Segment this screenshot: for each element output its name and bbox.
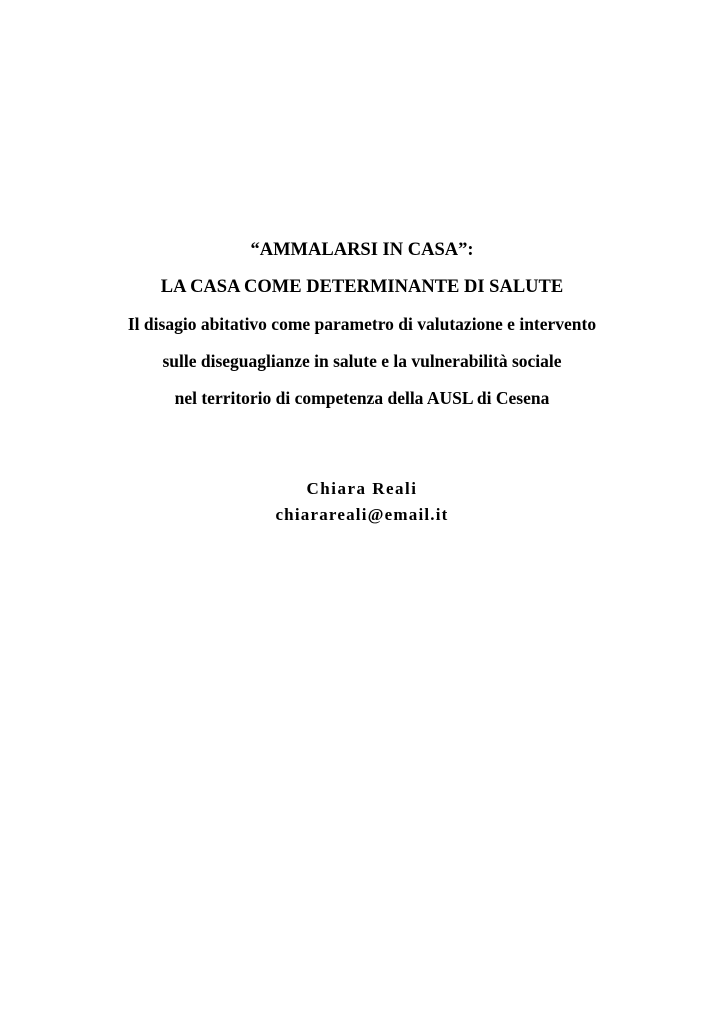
document-main-title: LA CASA COME DETERMINANTE DI SALUTE [160, 277, 564, 297]
author-block [0, 476, 724, 528]
author-name: Chiara Reali [306, 479, 418, 498]
document-subtitle-line-2: sulle diseguaglianze in salute e la vulnerabilità sociale [162, 351, 562, 371]
title-block [0, 232, 724, 417]
document-title: “AMMALARSI IN CASA”: [250, 240, 474, 260]
document-subtitle-line-3: nel territorio di competenza della AUSL di Cesena [174, 388, 550, 408]
document-subtitle-line-1: Il disagio abitativo come parametro di valutazione e intervento [127, 314, 597, 334]
author-email: chiarareali@email.it [275, 505, 449, 524]
